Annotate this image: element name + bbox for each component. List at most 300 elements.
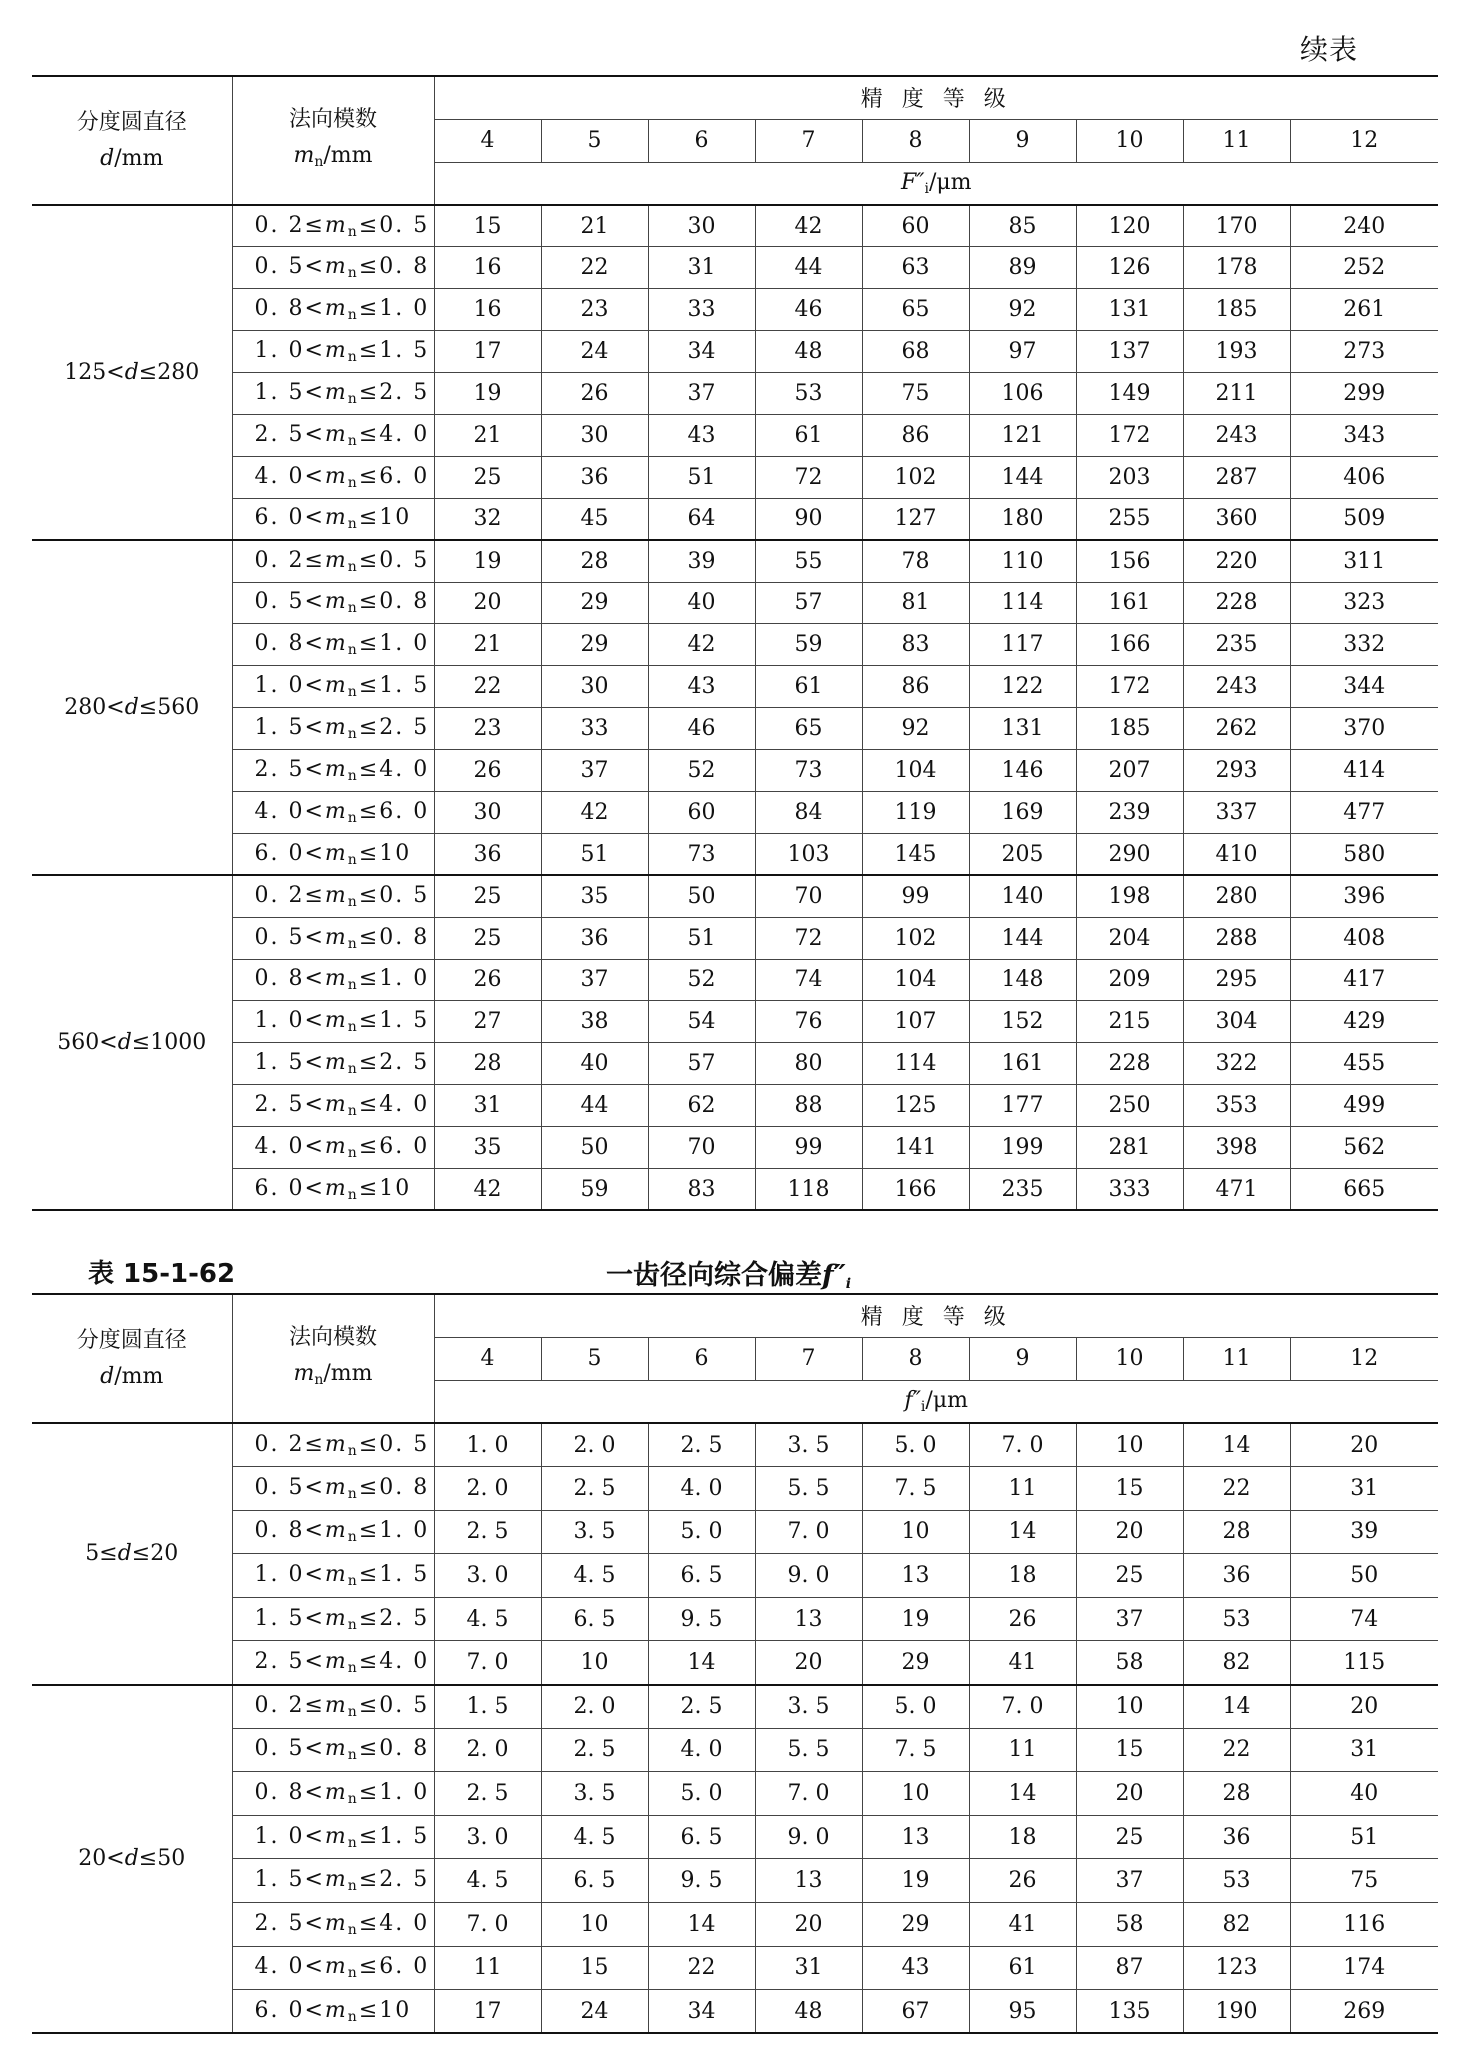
cell-grade-12: 396 [1290,875,1438,917]
cell-grade-4: 3. 0 [434,1554,541,1598]
cell-grade-11: 53 [1183,1597,1290,1641]
header-diameter-label: 分度圆直径 [76,1327,187,1353]
cell-grade-12: 20 [1290,1423,1438,1467]
cell-grade-5: 2. 5 [541,1728,648,1772]
cell-grade-10: 20 [1076,1772,1183,1816]
cell-grade-5: 29 [541,624,648,666]
header-module [232,76,434,205]
cell-grade-10: 209 [1076,959,1183,1001]
table-symbol: $f''_i$ [822,1260,852,1292]
cell-grade-7: 103 [755,833,862,875]
table-row [32,666,1438,708]
cell-grade-11: 322 [1183,1043,1290,1085]
cell-grade-9: 18 [969,1815,1076,1859]
cell-grade-5: 30 [541,666,648,708]
cell-grade-5: 50 [541,1127,648,1169]
cell-grade-8: 29 [862,1641,969,1685]
cell-grade-9: 106 [969,373,1076,415]
cell-grade-10: 10 [1076,1685,1183,1729]
cell-grade-7: 57 [755,582,862,624]
module-range: 0. $5<m_n\le 0$. 8 [232,247,434,289]
module-range: 0. $8<m_n\le 1$. 0 [232,1510,434,1554]
cell-grade-6: 43 [648,414,755,456]
cell-grade-6: 6. 5 [648,1815,755,1859]
table-row [32,1423,1438,1467]
table-row [32,1467,1438,1511]
module-range: 2. $5<m_n\le 4$. 0 [232,1641,434,1685]
cell-grade-4: 23 [434,708,541,750]
cell-grade-10: 137 [1076,331,1183,373]
cell-grade-6: 2. 5 [648,1423,755,1467]
cell-grade-5: 10 [541,1903,648,1947]
cell-grade-12: 323 [1290,582,1438,624]
table-row [32,833,1438,875]
cell-grade-8: 67 [862,1990,969,2034]
cell-grade-6: 14 [648,1903,755,1947]
module-range: 1. $5<m_n\le 2$. 5 [232,1043,434,1085]
cell-grade-11: 193 [1183,331,1290,373]
cell-grade-4: 17 [434,331,541,373]
cell-grade-12: 39 [1290,1510,1438,1554]
cell-grade-5: 33 [541,708,648,750]
module-range: 6. $0<m_n\le 10$ [232,1990,434,2034]
table-row [32,959,1438,1001]
cell-grade-12: 311 [1290,540,1438,582]
cell-grade-8: 107 [862,1001,969,1043]
cell-grade-9: 7. 0 [969,1685,1076,1729]
cell-grade-7: 5. 5 [755,1467,862,1511]
cell-grade-9: 14 [969,1772,1076,1816]
cell-grade-11: 36 [1183,1815,1290,1859]
cell-grade-8: 141 [862,1127,969,1169]
cell-grade-6: 22 [648,1946,755,1990]
cell-grade-11: 170 [1183,205,1290,247]
cell-grade-8: 81 [862,582,969,624]
cell-grade-11: 471 [1183,1168,1290,1210]
cell-grade-5: 51 [541,833,648,875]
cell-grade-11: 36 [1183,1554,1290,1598]
cell-grade-11: 22 [1183,1728,1290,1772]
cell-grade-12: 75 [1290,1859,1438,1903]
cell-grade-5: 59 [541,1168,648,1210]
cell-grade-5: 45 [541,498,648,540]
cell-grade-7: 53 [755,373,862,415]
cell-grade-11: 123 [1183,1946,1290,1990]
cell-grade-6: 83 [648,1168,755,1210]
header-grade-6: 6 [648,119,755,162]
cell-grade-5: 26 [541,373,648,415]
cell-grade-7: 9. 0 [755,1554,862,1598]
cell-grade-4: 21 [434,624,541,666]
cell-grade-11: 185 [1183,289,1290,331]
cell-grade-10: 281 [1076,1127,1183,1169]
cell-grade-6: 6. 5 [648,1554,755,1598]
cell-grade-9: 18 [969,1554,1076,1598]
cell-grade-6: 50 [648,875,755,917]
cell-grade-11: 295 [1183,959,1290,1001]
cell-grade-7: 20 [755,1903,862,1947]
cell-grade-12: 174 [1290,1946,1438,1990]
cell-grade-5: 42 [541,791,648,833]
cell-grade-4: 17 [434,1990,541,2034]
module-range: 0. $8<m_n\le 1$. 0 [232,959,434,1001]
cell-grade-10: 204 [1076,917,1183,959]
cell-grade-8: 102 [862,917,969,959]
cell-grade-5: 6. 5 [541,1597,648,1641]
header-grade-8: 8 [862,119,969,162]
cell-grade-9: 117 [969,624,1076,666]
module-range: 0. $5<m_n\le 0$. 8 [232,582,434,624]
cell-grade-5: 37 [541,750,648,792]
cell-grade-8: 83 [862,624,969,666]
table-row [32,1085,1438,1127]
cell-grade-8: 104 [862,959,969,1001]
cell-grade-12: 332 [1290,624,1438,666]
cell-grade-9: 89 [969,247,1076,289]
cell-grade-4: 15 [434,205,541,247]
cell-grade-5: 4. 5 [541,1554,648,1598]
cell-grade-11: 288 [1183,917,1290,959]
header-module [232,1294,434,1423]
cell-grade-4: 1. 0 [434,1423,541,1467]
cell-grade-11: 243 [1183,666,1290,708]
cell-grade-6: 52 [648,750,755,792]
cell-grade-9: 14 [969,1510,1076,1554]
table-number: 表 15-1-62 [88,1259,236,1289]
header-grade-12: 12 [1290,1337,1438,1380]
header-grade-4: 4 [434,1337,541,1380]
cell-grade-6: 64 [648,498,755,540]
cell-grade-11: 262 [1183,708,1290,750]
cell-grade-8: 5. 0 [862,1685,969,1729]
cell-grade-5: 22 [541,247,648,289]
module-range: 1. $0<m_n\le 1$. 5 [232,1815,434,1859]
cell-grade-10: 198 [1076,875,1183,917]
cell-grade-11: 228 [1183,582,1290,624]
module-range: 2. $5<m_n\le 4$. 0 [232,750,434,792]
module-range: 1. $0<m_n\le 1$. 5 [232,331,434,373]
cell-grade-7: 59 [755,624,862,666]
cell-grade-11: 337 [1183,791,1290,833]
table-row [32,331,1438,373]
cell-grade-11: 243 [1183,414,1290,456]
cell-grade-6: 2. 5 [648,1685,755,1729]
header-grade-7: 7 [755,119,862,162]
cell-grade-7: 55 [755,540,862,582]
table-row [32,289,1438,331]
cell-grade-5: 6. 5 [541,1859,648,1903]
cell-grade-5: 36 [541,456,648,498]
cell-grade-4: 1. 5 [434,1685,541,1729]
module-range: 2. $5<m_n\le 4$. 0 [232,1085,434,1127]
header-diameter-unit: d/mm [100,145,164,171]
cell-grade-6: 54 [648,1001,755,1043]
table-row [32,1043,1438,1085]
cell-grade-7: 76 [755,1001,862,1043]
cell-grade-7: 61 [755,414,862,456]
cell-grade-11: 304 [1183,1001,1290,1043]
continued-label: 续表 [1300,33,1359,66]
cell-grade-12: 406 [1290,456,1438,498]
cell-grade-9: 95 [969,1990,1076,2034]
cell-grade-7: 5. 5 [755,1728,862,1772]
module-range: 0. $2\le m_n\le 0$. 5 [232,540,434,582]
cell-grade-4: 25 [434,875,541,917]
cell-grade-7: 73 [755,750,862,792]
header-grade-11: 11 [1183,1337,1290,1380]
cell-grade-5: 37 [541,959,648,1001]
cell-grade-4: 4. 5 [434,1859,541,1903]
cell-grade-12: 40 [1290,1772,1438,1816]
module-range: 2. $5<m_n\le 4$. 0 [232,414,434,456]
cell-grade-6: 5. 0 [648,1772,755,1816]
cell-grade-12: 252 [1290,247,1438,289]
cell-grade-6: 5. 0 [648,1510,755,1554]
cell-grade-12: 74 [1290,1597,1438,1641]
cell-grade-4: 36 [434,833,541,875]
header-grade: 精 度 等 级 [434,1294,1438,1337]
cell-grade-8: 7. 5 [862,1467,969,1511]
module-range: 6. $0<m_n\le 10$ [232,833,434,875]
cell-grade-12: 408 [1290,917,1438,959]
table-row [32,875,1438,917]
cell-grade-6: 34 [648,331,755,373]
cell-grade-12: 299 [1290,373,1438,415]
cell-grade-12: 240 [1290,205,1438,247]
cell-grade-11: 235 [1183,624,1290,666]
cell-grade-6: 37 [648,373,755,415]
header-grade-12: 12 [1290,119,1438,162]
module-range: 0. $8<m_n\le 1$. 0 [232,1772,434,1816]
cell-grade-10: 172 [1076,666,1183,708]
module-range: 0. $2\le m_n\le 0$. 5 [232,205,434,247]
cell-grade-5: 28 [541,540,648,582]
cell-grade-12: 269 [1290,1990,1438,2034]
cell-grade-5: 2. 0 [541,1685,648,1729]
cell-grade-4: 7. 0 [434,1641,541,1685]
cell-grade-5: 10 [541,1641,648,1685]
table-row [32,247,1438,289]
header-grade-9: 9 [969,1337,1076,1380]
module-range: 1. $0<m_n\le 1$. 5 [232,1554,434,1598]
table-row [32,624,1438,666]
table-caption [88,1245,1428,1295]
cell-grade-8: 5. 0 [862,1423,969,1467]
module-range: 6. $0<m_n\le 10$ [232,1168,434,1210]
header-grade-10: 10 [1076,1337,1183,1380]
cell-grade-12: 31 [1290,1467,1438,1511]
cell-grade-9: 152 [969,1001,1076,1043]
cell-grade-10: 172 [1076,414,1183,456]
cell-grade-5: 29 [541,582,648,624]
cell-grade-7: 44 [755,247,862,289]
cell-grade-9: 144 [969,917,1076,959]
module-range: 6. $0<m_n\le 10$ [232,498,434,540]
table-row [32,750,1438,792]
cell-grade-10: 25 [1076,1554,1183,1598]
cell-grade-6: 51 [648,917,755,959]
cell-grade-9: 140 [969,875,1076,917]
cell-grade-10: 126 [1076,247,1183,289]
cell-grade-6: 51 [648,456,755,498]
cell-grade-11: 178 [1183,247,1290,289]
cell-grade-5: 21 [541,205,648,247]
cell-grade-6: 60 [648,791,755,833]
cell-grade-7: 7. 0 [755,1772,862,1816]
table-row [32,1168,1438,1210]
cell-grade-6: 34 [648,1990,755,2034]
cell-grade-11: 293 [1183,750,1290,792]
cell-grade-4: 16 [434,289,541,331]
cell-grade-11: 82 [1183,1903,1290,1947]
table-row [32,540,1438,582]
cell-grade-7: 99 [755,1127,862,1169]
cell-grade-4: 2. 5 [434,1772,541,1816]
cell-grade-7: 72 [755,456,862,498]
cell-grade-12: 344 [1290,666,1438,708]
cell-grade-4: 31 [434,1085,541,1127]
cell-grade-8: 29 [862,1903,969,1947]
cell-grade-10: 131 [1076,289,1183,331]
cell-grade-6: 62 [648,1085,755,1127]
cell-grade-8: 166 [862,1168,969,1210]
cell-grade-4: 21 [434,414,541,456]
cell-grade-12: 31 [1290,1728,1438,1772]
module-range: 4. $0<m_n\le 6$. 0 [232,791,434,833]
header-grade-7: 7 [755,1337,862,1380]
module-range: 0. $5<m_n\le 0$. 8 [232,1467,434,1511]
module-range: 1. $5<m_n\le 2$. 5 [232,373,434,415]
cell-grade-5: 40 [541,1043,648,1085]
cell-grade-7: 3. 5 [755,1423,862,1467]
cell-grade-10: 15 [1076,1467,1183,1511]
module-range: 0. $5<m_n\le 0$. 8 [232,1728,434,1772]
cell-grade-6: 33 [648,289,755,331]
cell-grade-7: 7. 0 [755,1510,862,1554]
cell-grade-10: 87 [1076,1946,1183,1990]
cell-grade-5: 15 [541,1946,648,1990]
cell-grade-4: 16 [434,247,541,289]
module-range: 0. $2\le m_n\le 0$. 5 [232,1685,434,1729]
table-row [32,1597,1438,1641]
cell-grade-10: 37 [1076,1597,1183,1641]
cell-grade-5: 24 [541,1990,648,2034]
cell-grade-7: 48 [755,1990,862,2034]
module-range: 1. $5<m_n\le 2$. 5 [232,1597,434,1641]
cell-grade-5: 4. 5 [541,1815,648,1859]
cell-grade-8: 86 [862,414,969,456]
cell-grade-5: 2. 0 [541,1423,648,1467]
cell-grade-12: 509 [1290,498,1438,540]
table-row [32,414,1438,456]
module-range: 0. $8<m_n\le 1$. 0 [232,624,434,666]
cell-grade-9: 146 [969,750,1076,792]
cell-grade-12: 562 [1290,1127,1438,1169]
cell-grade-5: 38 [541,1001,648,1043]
header-grade-9: 9 [969,119,1076,162]
cell-grade-8: 127 [862,498,969,540]
cell-grade-7: 88 [755,1085,862,1127]
header-module-label: 法向模数 [288,106,377,132]
cell-grade-8: 99 [862,875,969,917]
cell-grade-11: 220 [1183,540,1290,582]
header-diameter [32,76,232,205]
cell-grade-7: 70 [755,875,862,917]
cell-grade-5: 2. 5 [541,1467,648,1511]
cell-grade-7: 13 [755,1859,862,1903]
cell-grade-11: 28 [1183,1772,1290,1816]
table-row [32,582,1438,624]
cell-grade-10: 58 [1076,1903,1183,1947]
cell-grade-12: 580 [1290,833,1438,875]
cell-grade-6: 9. 5 [648,1859,755,1903]
cell-grade-9: 11 [969,1467,1076,1511]
header-grade-8: 8 [862,1337,969,1380]
cell-grade-9: 26 [969,1859,1076,1903]
cell-grade-4: 11 [434,1946,541,1990]
cell-grade-6: 73 [648,833,755,875]
table-row [32,708,1438,750]
table-row [32,1641,1438,1685]
cell-grade-4: 42 [434,1168,541,1210]
cell-grade-8: 7. 5 [862,1728,969,1772]
cell-grade-11: 287 [1183,456,1290,498]
cell-grade-11: 14 [1183,1423,1290,1467]
cell-grade-5: 3. 5 [541,1510,648,1554]
table-row [32,917,1438,959]
cell-grade-7: 48 [755,331,862,373]
cell-grade-4: 25 [434,917,541,959]
cell-grade-10: 135 [1076,1990,1183,2034]
cell-grade-10: 228 [1076,1043,1183,1085]
cell-grade-12: 455 [1290,1043,1438,1085]
module-range: 4. $0<m_n\le 6$. 0 [232,1946,434,1990]
cell-grade-6: 46 [648,708,755,750]
header-unit: $F''_i/\mu m$ [434,162,1438,205]
header-grade-5: 5 [541,119,648,162]
diameter-range: 280<d≤560 [32,540,232,875]
cell-grade-12: 261 [1290,289,1438,331]
header-grade-6: 6 [648,1337,755,1380]
cell-grade-8: 60 [862,205,969,247]
cell-grade-10: 156 [1076,540,1183,582]
cell-grade-4: 2. 0 [434,1467,541,1511]
cell-grade-11: 410 [1183,833,1290,875]
cell-grade-8: 43 [862,1946,969,1990]
header-module-label: 法向模数 [288,1324,377,1350]
cell-grade-8: 114 [862,1043,969,1085]
cell-grade-9: 61 [969,1946,1076,1990]
cell-grade-12: 50 [1290,1554,1438,1598]
cell-grade-7: 20 [755,1641,862,1685]
cell-grade-8: 125 [862,1085,969,1127]
header-grade-11: 11 [1183,119,1290,162]
cell-grade-12: 429 [1290,1001,1438,1043]
cell-grade-9: 11 [969,1728,1076,1772]
cell-grade-8: 10 [862,1510,969,1554]
cell-grade-7: 9. 0 [755,1815,862,1859]
table-total-radial-deviation [32,75,1438,1211]
cell-grade-7: 84 [755,791,862,833]
cell-grade-10: 37 [1076,1859,1183,1903]
cell-grade-12: 20 [1290,1685,1438,1729]
table-row [32,498,1438,540]
cell-grade-10: 166 [1076,624,1183,666]
cell-grade-12: 116 [1290,1903,1438,1947]
cell-grade-6: 4. 0 [648,1467,755,1511]
header-grade-4: 4 [434,119,541,162]
cell-grade-12: 414 [1290,750,1438,792]
